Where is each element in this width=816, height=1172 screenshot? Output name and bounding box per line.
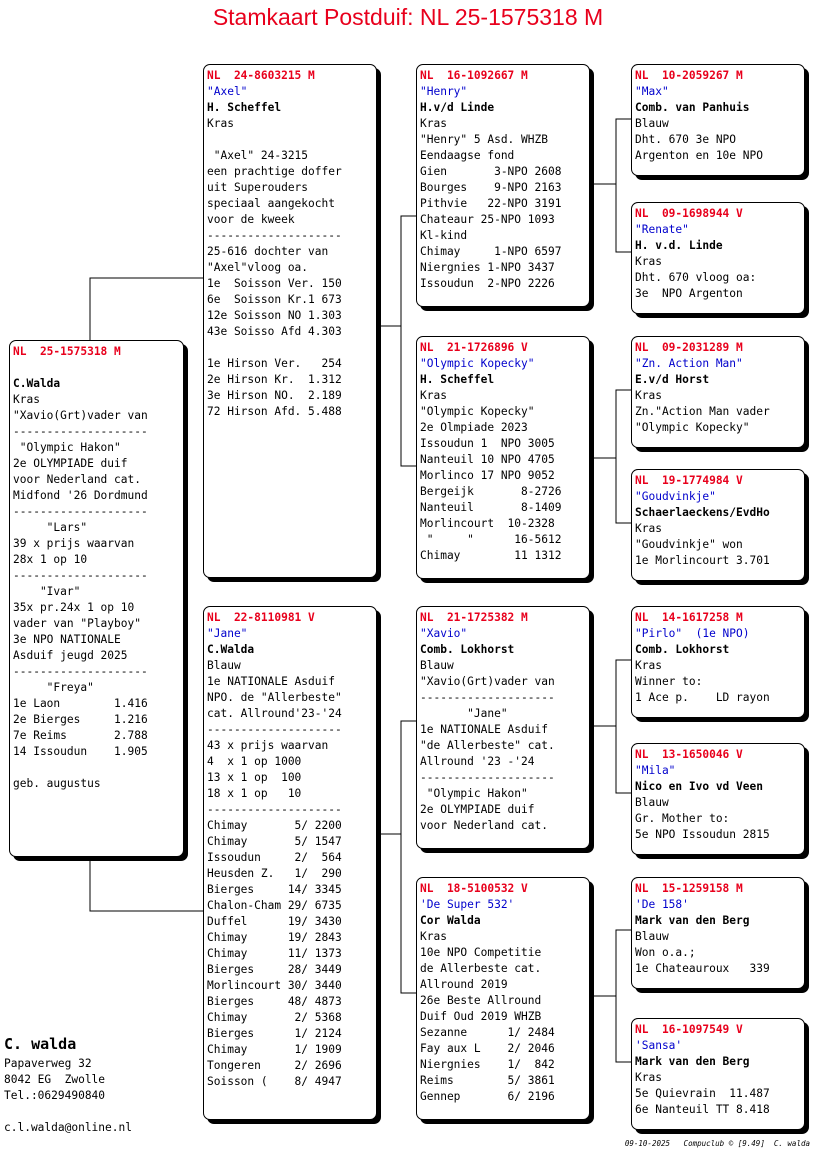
ring-number: NL 16-1092667 M <box>420 69 528 82</box>
info-line: Kras <box>635 522 662 535</box>
info-line: Chalon-Cham 29/ 6735 <box>207 899 342 912</box>
info-line: Kras <box>635 255 662 268</box>
info-line: Blauw <box>420 659 454 672</box>
info-line <box>13 360 183 376</box>
owner-name: H. Scheffel <box>420 373 495 386</box>
info-line: 28x 1 op 10 <box>13 553 88 566</box>
pigeon-card-father-father <box>416 64 590 307</box>
pigeon-name: "Axel" <box>207 85 248 98</box>
info-line: Kl-kind <box>420 229 468 242</box>
info-line: 7e Reims 2.788 <box>13 729 148 742</box>
pigeon-card-fmm <box>631 469 805 581</box>
info-line: 25-616 dochter van <box>207 245 329 258</box>
pigeon-card-mfm <box>631 743 805 855</box>
info-line: "Goudvinkje" won <box>635 538 743 551</box>
ring-number: NL 13-1650046 V <box>635 748 743 761</box>
info-line: Pithvie 22-NPO 3191 <box>420 197 562 210</box>
info-line: 6e Nanteuil TT 8.418 <box>635 1103 770 1116</box>
info-line: Dht. 670 3e NPO <box>635 133 737 146</box>
info-line: Tongeren 2/ 2696 <box>207 1059 342 1072</box>
info-line: Chimay 5/ 1547 <box>207 835 342 848</box>
info-line: Kras <box>13 393 40 406</box>
ring-number: NL 09-1698944 V <box>635 207 743 220</box>
info-line: "Henry" 5 Asd. WHZB <box>420 133 548 146</box>
owner-name: Schaerlaeckens/EvdHo <box>635 506 770 519</box>
pigeon-card-mother <box>203 606 377 1120</box>
pigeon-card-ffm <box>631 202 805 314</box>
info-line: Blauw <box>635 117 669 130</box>
info-line: 39 x prijs waarvan <box>13 537 135 550</box>
info-line: "Olympic Kopecky" <box>635 421 750 434</box>
info-line: 5e NPO Issoudun 2815 <box>635 828 770 841</box>
info-line: Argenton en 10e NPO <box>635 149 763 162</box>
owner-name: Mark van den Berg <box>635 1055 750 1068</box>
info-line: "Axel" 24-3215 <box>207 149 309 162</box>
pigeon-card-mother-mother <box>416 877 590 1120</box>
pigeon-card-fff <box>631 64 805 176</box>
info-line: -------------------- <box>13 425 148 438</box>
info-line: Winner to: <box>635 675 703 688</box>
pigeon-card-fmf <box>631 336 805 448</box>
ring-number: NL 18-5100532 V <box>420 882 528 895</box>
owner-name: C.Walda <box>13 377 61 390</box>
info-line: 18 x 1 op 10 <box>207 787 302 800</box>
info-line: 1e Laon 1.416 <box>13 697 148 710</box>
info-line: Issoudun 1 NPO 3005 <box>420 437 555 450</box>
info-line: -------------------- <box>420 691 555 704</box>
ring-number: NL 21-1725382 M <box>420 611 528 624</box>
ring-number: NL 24-8603215 M <box>207 69 315 82</box>
info-line: Allround 2019 <box>420 978 508 991</box>
info-line: "Axel"vloog oa. <box>207 261 309 274</box>
breeder-info <box>4 1034 132 1136</box>
info-line: "Jane" <box>420 707 508 720</box>
info-line: Chimay 2/ 5368 <box>207 1011 342 1024</box>
owner-name: H.v/d Linde <box>420 101 495 114</box>
ring-number: NL 09-2031289 M <box>635 341 743 354</box>
info-line: uit Superouders <box>207 181 309 194</box>
pigeon-name: "Renate" <box>635 223 689 236</box>
info-line: Kras <box>420 930 447 943</box>
owner-name: E.v/d Horst <box>635 373 710 386</box>
info-line: 1 Ace p. LD rayon <box>635 691 770 704</box>
owner-name: Comb. Lokhorst <box>635 643 730 656</box>
info-line: Kras <box>635 1071 662 1084</box>
info-line: Chimay 11 1312 <box>420 549 562 562</box>
info-line: 35x pr.24x 1 op 10 <box>13 601 135 614</box>
info-line: Chateaur 25-NPO 1093 <box>420 213 555 226</box>
info-line: 2e Bierges 1.216 <box>13 713 148 726</box>
pigeon-name: "Henry" <box>420 85 468 98</box>
owner-name: Comb. Lokhorst <box>420 643 515 656</box>
info-line: Gr. Mother to: <box>635 812 730 825</box>
info-line: Niergnies 1/ 842 <box>420 1058 555 1071</box>
info-line: 13 x 1 op 100 <box>207 771 302 784</box>
info-line: Chimay 11/ 1373 <box>207 947 342 960</box>
owner-name: C.Walda <box>207 643 255 656</box>
info-line <box>207 132 376 148</box>
info-line: 1e Hirson Ver. 254 <box>207 357 342 370</box>
owner-name: H. Scheffel <box>207 101 282 114</box>
info-line: "Olympic Hakon" <box>13 441 121 454</box>
info-line: Sezanne 1/ 2484 <box>420 1026 555 1039</box>
info-line: Gien 3-NPO 2608 <box>420 165 562 178</box>
owner-name: Mark van den Berg <box>635 914 750 927</box>
ring-number: NL 21-1726896 V <box>420 341 528 354</box>
info-line: 1e Soisson Ver. 150 <box>207 277 342 290</box>
info-line: Issoudun 2/ 564 <box>207 851 342 864</box>
info-line: 2e OLYMPIADE duif <box>420 803 535 816</box>
info-line: cat. Allround'23-'24 <box>207 707 342 720</box>
info-line: Midfond '26 Dordmund <box>13 489 148 502</box>
info-line: 3e NPO NATIONALE <box>13 633 121 646</box>
info-line: 5e Quievrain 11.487 <box>635 1087 770 1100</box>
info-line: Chimay 1/ 1909 <box>207 1043 342 1056</box>
info-line: 1e NATIONALE Asduif <box>420 723 548 736</box>
ring-number: NL 15-1259158 M <box>635 882 743 895</box>
info-line: 2e OLYMPIADE duif <box>13 457 128 470</box>
info-line: -------------------- <box>207 723 342 736</box>
owner-name: H. v.d. Linde <box>635 239 723 252</box>
info-line: voor de kweek <box>207 213 295 226</box>
info-line: een prachtige doffer <box>207 165 342 178</box>
info-line: Bierges 14/ 3345 <box>207 883 342 896</box>
info-line: Won o.a.; <box>635 946 696 959</box>
breeder-phone: Tel.:0629490840 <box>4 1089 106 1102</box>
info-line: NPO. de "Allerbeste" <box>207 691 342 704</box>
info-line: Kras <box>420 389 447 402</box>
pigeon-card-mother-father <box>416 606 590 849</box>
breeder-postcode: 8042 EG Zwolle <box>4 1073 106 1086</box>
info-line: "Xavio(Grt)vader van <box>420 675 555 688</box>
owner-name: Comb. van Panhuis <box>635 101 750 114</box>
pigeon-card-father-mother <box>416 336 590 579</box>
ring-number: NL 14-1617258 M <box>635 611 743 624</box>
info-line: 2e Olmpiade 2023 <box>420 421 528 434</box>
info-line: Kras <box>635 659 662 672</box>
info-line: -------------------- <box>13 569 148 582</box>
info-line: Allround '23 -'24 <box>420 755 535 768</box>
footer-credit: 09-10-2025 Compuclub © [9.49] C. walda <box>624 1139 810 1148</box>
info-line: "Olympic Kopecky" <box>420 405 535 418</box>
breeder-email: c.l.walda@online.nl <box>4 1121 132 1134</box>
info-line: "Xavio(Grt)vader van <box>13 409 148 422</box>
info-line: 2e Hirson Kr. 1.312 <box>207 373 342 386</box>
info-line: -------------------- <box>207 803 342 816</box>
info-line: Chimay 5/ 2200 <box>207 819 342 832</box>
info-line: -------------------- <box>420 771 555 784</box>
info-line: Eendaagse fond <box>420 149 515 162</box>
pigeon-name: "Olympic Kopecky" <box>420 357 535 370</box>
info-line: vader van "Playboy" <box>13 617 141 630</box>
pigeon-card-subject <box>9 340 184 857</box>
info-line: 1e NATIONALE Asduif <box>207 675 335 688</box>
info-line: 4 x 1 op 1000 <box>207 755 302 768</box>
pigeon-name: "Pirlo" (1e NPO) <box>635 627 750 640</box>
info-line: Kras <box>207 117 234 130</box>
info-line: Chimay 19/ 2843 <box>207 931 342 944</box>
info-line: 43e Soisso Afd 4.303 <box>207 325 342 338</box>
info-line: Bierges 28/ 3449 <box>207 963 342 976</box>
info-line: 72 Hirson Afd. 5.488 <box>207 405 342 418</box>
info-line: Blauw <box>207 659 241 672</box>
pigeon-name: 'De Super 532' <box>420 898 515 911</box>
ring-number: NL 19-1774984 V <box>635 474 743 487</box>
info-line: 26e Beste Allround <box>420 994 542 1007</box>
info-line: de Allerbeste cat. <box>420 962 542 975</box>
info-line: Chimay 1-NPO 6597 <box>420 245 562 258</box>
owner-name: Nico en Ivo vd Veen <box>635 780 763 793</box>
pigeon-card-mmf <box>631 877 805 989</box>
info-line: Blauw <box>635 930 669 943</box>
pigeon-name: "Max" <box>635 85 669 98</box>
info-line: 12e Soisson NO 1.303 <box>207 309 342 322</box>
ring-number: NL 25-1575318 M <box>13 345 121 358</box>
info-line: "Ivar" <box>13 585 81 598</box>
info-line: Asduif jeugd 2025 <box>13 649 128 662</box>
info-line: 10e NPO Competitie <box>420 946 542 959</box>
info-line: 6e Soisson Kr.1 673 <box>207 293 342 306</box>
info-line: Nanteuil 10 NPO 4705 <box>420 453 555 466</box>
info-line: Bierges 1/ 2124 <box>207 1027 342 1040</box>
info-line: 1e Chateauroux 339 <box>635 962 770 975</box>
info-line: voor Nederland cat. <box>420 819 548 832</box>
info-line: "Olympic Hakon" <box>420 787 528 800</box>
info-line: Duif Oud 2019 WHZB <box>420 1010 542 1023</box>
info-line: Zn."Action Man vader <box>635 405 770 418</box>
pigeon-card-father <box>203 64 377 578</box>
pigeon-card-mff <box>631 606 805 718</box>
info-line: Blauw <box>635 796 669 809</box>
pigeon-name: "Zn. Action Man" <box>635 357 743 370</box>
info-line: "de Allerbeste" cat. <box>420 739 555 752</box>
info-line: voor Nederland cat. <box>13 473 141 486</box>
ring-number: NL 22-8110981 V <box>207 611 315 624</box>
page-title: Stamkaart Postduif: NL 25-1575318 M <box>212 4 604 30</box>
pigeon-name: 'De 158' <box>635 898 689 911</box>
info-line: Duffel 19/ 3430 <box>207 915 342 928</box>
info-line: Niergnies 1-NPO 3437 <box>420 261 555 274</box>
info-line: Issoudun 2-NPO 2226 <box>420 277 555 290</box>
info-line: " " 16-5612 <box>420 533 562 546</box>
info-line: Kras <box>635 389 662 402</box>
info-line: -------------------- <box>13 505 148 518</box>
info-line: -------------------- <box>207 229 342 242</box>
info-line: speciaal aangekocht <box>207 197 335 210</box>
info-line: Morlincourt 30/ 3440 <box>207 979 342 992</box>
info-line: Soisson ( 8/ 4947 <box>207 1075 342 1088</box>
info-line: geb. augustus <box>13 777 101 790</box>
info-line: Reims 5/ 3861 <box>420 1074 555 1087</box>
info-line: 1e Morlincourt 3.701 <box>635 554 770 567</box>
info-line: Morlincourt 10-2328 <box>420 517 555 530</box>
info-line: Kras <box>420 117 447 130</box>
info-line: 43 x prijs waarvan <box>207 739 329 752</box>
info-line: "Lars" <box>13 521 88 534</box>
info-line: 3e NPO Argenton <box>635 287 743 300</box>
pigeon-name: "Goudvinkje" <box>635 490 716 503</box>
breeder-address: Papaverweg 32 <box>4 1057 92 1070</box>
info-line: Bourges 9-NPO 2163 <box>420 181 562 194</box>
breeder-spacer <box>4 1104 132 1120</box>
info-line: Morlinco 17 NPO 9052 <box>420 469 555 482</box>
pigeon-name: "Jane" <box>207 627 248 640</box>
ring-number: NL 16-1097549 V <box>635 1023 743 1036</box>
pigeon-name: 'Sansa' <box>635 1039 683 1052</box>
info-line: Gennep 6/ 2196 <box>420 1090 555 1103</box>
info-line: Dht. 670 vloog oa: <box>635 271 757 284</box>
info-line: 3e Hirson NO. 2.189 <box>207 389 342 402</box>
info-line: Heusden Z. 1/ 290 <box>207 867 342 880</box>
info-line: "Freya" <box>13 681 94 694</box>
ring-number: NL 10-2059267 M <box>635 69 743 82</box>
info-line <box>207 340 376 356</box>
owner-name: Cor Walda <box>420 914 481 927</box>
info-line <box>13 760 183 776</box>
info-line: Fay aux L 2/ 2046 <box>420 1042 555 1055</box>
info-line: -------------------- <box>13 665 148 678</box>
pigeon-name: "Xavio" <box>420 627 468 640</box>
info-line: Bierges 48/ 4873 <box>207 995 342 1008</box>
pigeon-card-mmm <box>631 1018 805 1130</box>
breeder-name: C. walda <box>4 1035 77 1053</box>
info-line: Bergeijk 8-2726 <box>420 485 562 498</box>
pigeon-name: "Mila" <box>635 764 676 777</box>
info-line: Nanteuil 8-1409 <box>420 501 562 514</box>
info-line: 14 Issoudun 1.905 <box>13 745 148 758</box>
